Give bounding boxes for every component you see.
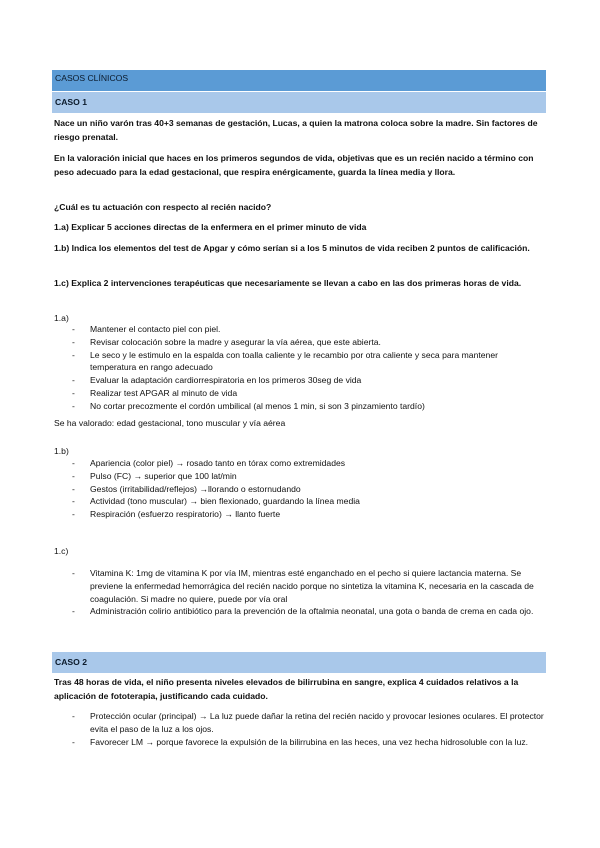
list-item: - Mantener el contacto piel con piel. — [54, 323, 544, 336]
case1-assessment: En la valoración inicial que haces en los primeros segundos de vida, objetivas que es un recién nacido a término con peso adecuado para la edad gestacional, que respira enérgicamente, guarda la línea media y llora. — [54, 153, 534, 178]
case1-heading: CASO 1 — [55, 97, 87, 107]
list-item: - Realizar test APGAR al minuto de vida — [54, 387, 544, 400]
case1-heading-bar — [52, 92, 546, 113]
answer-1c-label: 1.c) — [54, 546, 69, 556]
answer-1b-label: 1.b) — [54, 446, 69, 456]
list-item: - Le seco y le estimulo en la espalda con toalla caliente y le recambio por otra caliente y seca para mantener temperatura en rango adecuado — [54, 349, 544, 375]
list-item: - Administración colirio antibiótico para la prevención de la oftalmia neonatal, una gota o banda de crema en cada ojo. — [54, 605, 544, 618]
list-item: - Favorecer LM → porque favorece la expulsión de la bilirrubina en las heces, una vez hecha hidrosoluble con la luz. — [54, 736, 544, 749]
list-item: - Revisar colocación sobre la madre y asegurar la vía aérea, que este abierta. — [54, 336, 544, 349]
question-1c: 1.c) Explica 2 intervenciones terapéuticas que necesariamente se llevan a cabo en las dos primeras horas de vida. — [54, 278, 522, 288]
list-item: - Pulso (FC) → superior que 100 lat/min — [54, 470, 544, 483]
list-item: - Actividad (tono muscular) → bien flexionado, guardando la línea media — [54, 495, 544, 508]
list-item: - Protección ocular (principal) → La luz puede dañar la retina del recién nacido y provocar lesiones oculares. El protector evita el paso de la luz a los ojos. — [54, 710, 544, 736]
question-1b: 1.b) Indica los elementos del test de Apgar y cómo serían si a los 5 minutos de vida reciben 2 puntos de calificación. — [54, 243, 530, 253]
case2-list — [54, 710, 544, 748]
case1-question: ¿Cuál es tu actuación con respecto al recién nacido? — [54, 202, 272, 212]
list-item: - Respiración (esfuerzo respiratorio) → llanto fuerte — [54, 508, 544, 521]
answer-1b-list — [54, 457, 544, 521]
answer-1a-label: 1.a) — [54, 313, 69, 323]
document-title: CASOS CLÍNICOS — [55, 73, 129, 83]
list-item: - No cortar precozmente el cordón umbilical (al menos 1 min, si son 3 pinzamiento tardío) — [54, 400, 544, 413]
list-item: - Apariencia (color piel) → rosado tanto en tórax como extremidades — [54, 457, 544, 470]
list-item: - Gestos (irritabilidad/reflejos) →llorando o estornudando — [54, 483, 544, 496]
case1-intro: Nace un niño varón tras 40+3 semanas de gestación, Lucas, a quien la matrona coloca sobre la madre. Sin factores de riesgo prenatal. — [54, 118, 538, 143]
case2-intro: Tras 48 horas de vida, el niño presenta niveles elevados de bilirrubina en sangre, explica 4 cuidados relativos a la aplicación de fototerapia, justificando cada cuidado. — [54, 677, 519, 702]
answer-1a-list — [54, 323, 544, 413]
list-item: - Evaluar la adaptación cardiorrespiratoria en los primeros 30seg de vida — [54, 374, 544, 387]
case2-heading: CASO 2 — [55, 657, 87, 667]
answer-1a-note: Se ha valorado: edad gestacional, tono muscular y vía aérea — [54, 418, 286, 428]
document-title-bar — [52, 70, 546, 91]
question-1a: 1.a) Explicar 5 acciones directas de la enfermera en el primer minuto de vida — [54, 222, 367, 232]
answer-1c-list — [54, 567, 544, 618]
list-item: - Vitamina K: 1mg de vitamina K por vía IM, mientras esté enganchado en el pecho si quiere lactancia materna. Se previene la enfermedad hemorrágica del recién nacido porque no sintetiza la vitamina K, necesaria en la cascada de coagulación. Si madre no quiere, puede por vía oral — [54, 567, 544, 605]
case2-heading-bar — [52, 652, 546, 673]
